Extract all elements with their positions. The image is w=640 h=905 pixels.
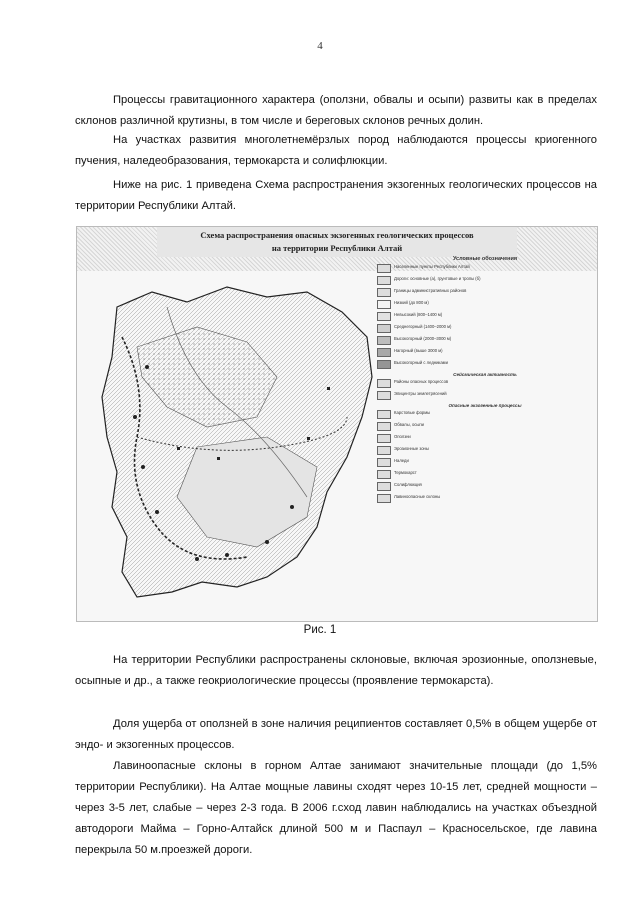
legend-item bbox=[377, 391, 593, 400]
paragraph-damage-share bbox=[75, 714, 597, 756]
legend-swatch bbox=[377, 324, 391, 333]
legend-item bbox=[377, 494, 593, 503]
legend-swatch bbox=[377, 494, 391, 503]
legend-item bbox=[377, 300, 593, 309]
legend-label: Высокогорный (2000–3000 м) bbox=[394, 336, 452, 341]
legend-swatch bbox=[377, 422, 391, 431]
legend-label: Карстовые формы bbox=[394, 410, 431, 415]
legend-item bbox=[377, 312, 593, 321]
paragraph-figure-intro bbox=[75, 175, 597, 217]
legend-label: Лавиноопасные склоны bbox=[394, 494, 441, 499]
legend-item bbox=[377, 276, 593, 285]
legend-header: Условные обозначения bbox=[452, 256, 518, 262]
legend-item bbox=[377, 348, 593, 357]
legend-label: Районы опасных процессов bbox=[394, 379, 449, 384]
legend-section: Опасные экзогенные процессы bbox=[448, 403, 522, 408]
figure-map-scheme bbox=[76, 226, 598, 622]
legend-label: Населенные пункты Республики Алтай bbox=[394, 264, 470, 269]
region-map bbox=[77, 267, 377, 617]
legend-label: Границы административных районов bbox=[394, 288, 467, 293]
paragraph-permafrost bbox=[75, 130, 597, 172]
legend-item bbox=[377, 410, 593, 419]
legend-swatch bbox=[377, 276, 391, 285]
legend-label: Наледи bbox=[394, 458, 409, 463]
legend-section: Сейсмическая активность bbox=[453, 372, 517, 377]
legend-label: Термокарст bbox=[394, 470, 417, 475]
legend-swatch bbox=[377, 312, 391, 321]
legend-swatch bbox=[377, 300, 391, 309]
legend-item bbox=[377, 379, 593, 388]
legend-swatch bbox=[377, 482, 391, 491]
paragraph-text: На территории Республики распространены склоновые, включая эрозионные, оползневые, осыпные и др., а также геокриологические процессы (проявление термокарста). bbox=[75, 654, 597, 687]
legend-label: Нагорный (выше 3000 м) bbox=[394, 348, 443, 353]
legend-label: Невысокий (800–1400 м) bbox=[394, 312, 443, 317]
legend-item bbox=[377, 336, 593, 345]
paragraph-text: Ниже на рис. 1 приведена Схема распространения экзогенных геологических процессов на территории Республики Алтай. bbox=[75, 179, 597, 212]
legend-swatch bbox=[377, 410, 391, 419]
legend-swatch bbox=[377, 379, 391, 388]
legend-swatch bbox=[377, 458, 391, 467]
legend-item bbox=[377, 434, 593, 443]
legend-item bbox=[377, 458, 593, 467]
legend-item bbox=[377, 482, 593, 491]
legend-swatch bbox=[377, 348, 391, 357]
legend-swatch bbox=[377, 264, 391, 273]
figure-title-line1: Схема распространения опасных экзогенных геологических процессов bbox=[200, 230, 474, 240]
legend-label: Солифлюкция bbox=[394, 482, 422, 487]
legend-swatch bbox=[377, 336, 391, 345]
legend-label: Эпицентры землетрясений bbox=[394, 391, 447, 396]
page-number: 4 bbox=[317, 40, 323, 52]
paragraph-gravitational bbox=[75, 90, 597, 132]
legend-swatch bbox=[377, 360, 391, 369]
legend-item bbox=[377, 360, 593, 369]
legend-label: Высокогорный с ледниками bbox=[394, 360, 448, 365]
map-legend bbox=[377, 257, 593, 617]
legend-swatch bbox=[377, 391, 391, 400]
legend-label: Оползни bbox=[394, 434, 411, 439]
legend-item bbox=[377, 288, 593, 297]
paragraph-text: На участках развития многолетнемёрзлых пород наблюдаются процессы криогенного пучения, наледеобразования, термокарста и солифлюкции. bbox=[75, 134, 597, 167]
paragraph-processes bbox=[75, 650, 597, 692]
legend-label: Обвалы, осыпи bbox=[394, 422, 424, 427]
legend-swatch bbox=[377, 288, 391, 297]
legend-item bbox=[377, 422, 593, 431]
legend-item bbox=[377, 324, 593, 333]
legend-swatch bbox=[377, 434, 391, 443]
legend-item bbox=[377, 446, 593, 455]
paragraph-avalanche bbox=[75, 756, 597, 861]
figure-title-line2: на территории Республики Алтай bbox=[271, 243, 403, 253]
legend-item bbox=[377, 470, 593, 479]
legend-label: Среднегорный (1400–2000 м) bbox=[394, 324, 452, 329]
legend-swatch bbox=[377, 446, 391, 455]
paragraph-text: Лавиноопасные склоны в горном Алтае занимают значительные площади (до 1,5% территории Республики). На Алтае мощные лавины сходят через 10-15 лет, средней мощности – через 3-5 лет, слабые – через 2-3 года. В 2006 г.сход лавин наблюдались на участках объездной автодороги Майма – Горно-Алтайск длиной 500 м и Паспаул – Красносельское, где лавина перекрыла 50 м.проезжей дороги. bbox=[75, 760, 597, 856]
legend-item bbox=[377, 264, 593, 273]
legend-label: Дороги: основные (а), грунтовые и тропы (б) bbox=[394, 276, 481, 281]
legend-label: Низкий (до 800 м) bbox=[394, 300, 429, 305]
figure-caption: Рис. 1 bbox=[303, 624, 337, 636]
legend-swatch bbox=[377, 470, 391, 479]
legend-label: Эрозионные зоны bbox=[394, 446, 429, 451]
paragraph-text: Процессы гравитационного характера (оползни, обвалы и осыпи) развиты как в пределах склонов различной крутизны, в том числе и береговых склонов речных долин. bbox=[75, 94, 597, 127]
paragraph-text: Доля ущерба от оползней в зоне наличия реципиентов составляет 0,5% в общем ущербе от эндо- и экзогенных процессов. bbox=[75, 718, 597, 751]
figure-title bbox=[157, 227, 517, 257]
